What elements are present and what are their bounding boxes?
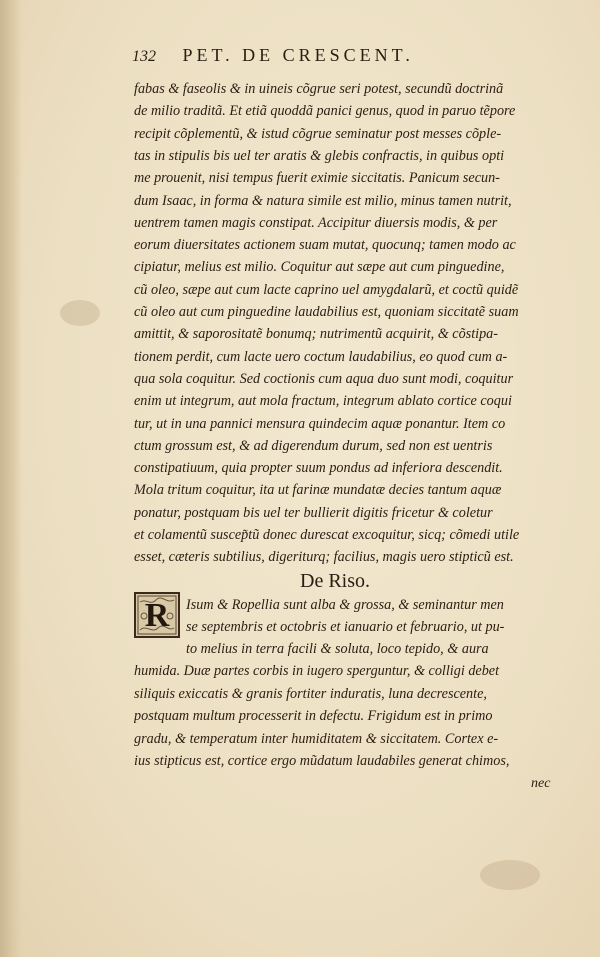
text-line: tas in stipulis bis uel ter aratis & glebis confractis, in quibus opti	[134, 147, 505, 164]
initial-letter: R	[144, 597, 170, 634]
binding-gutter	[0, 0, 22, 957]
text-line: ponatur, postquam bis uel ter bullierit digitis fricetur & coletur	[134, 504, 493, 521]
text-line: postquam multum processerit in defectu. Frigidum est in primo	[134, 708, 493, 724]
text-line: tionem perdit, cum lacte uero coctum laudabilius, eo quod cum a-	[134, 348, 508, 365]
paper-stain	[480, 860, 540, 890]
text-line: de milio traditã. Et etiã quoddã panici genus, quod in paruo tẽpore	[134, 103, 516, 120]
text-line: to melius in terra facili & soluta, loco tepido, & aura	[186, 641, 489, 657]
text-line: fabas & faseolis & in uineis cõgrue seri potest, secundũ doctrinã	[134, 81, 504, 97]
text-line: ctum grossum est, & ad digerendum durum, sed non est uentris	[134, 437, 493, 454]
text-line: se septembris et octobris et ianuario et februario, ut pu-	[186, 619, 505, 635]
text-line: esset, cæteris subtilius, digeriturq; facilius, magis uero stipticũ est.	[134, 549, 514, 566]
text-line: cũ oleo, sæpe aut cum lacte caprino uel amygdalarũ, et coctũ quidẽ	[134, 281, 519, 298]
text-line: recipit cõplementũ, & istud cõgrue seminatur post messes cõple-	[134, 125, 502, 142]
text-line: amittit, & saporositatẽ bonumq; nutrimentũ acquirit, & cõstipa-	[134, 326, 499, 343]
text-line: ius stipticus est, cortice ergo mũdatum laudabiles generat chimos,	[134, 753, 510, 769]
text-line: dum Isaac, in forma & natura simile est milio, minus tamen nutrit,	[134, 192, 512, 209]
text-line: eorum diuersitates actionem suam mutat, quocunq; tamen modo ac	[134, 237, 516, 254]
text-line: constipatiuum, quia propter suum pondus ad inferiora descendit.	[134, 460, 503, 477]
text-line: cipiatur, melius est milio. Coquitur aut sæpe aut cum pinguedine,	[134, 259, 505, 276]
catchword: nec	[531, 776, 551, 791]
text-line: humida. Duæ partes corbis in iugero sperguntur, & colligi debet	[134, 663, 500, 679]
decorated-initial	[134, 592, 180, 638]
text-line: Isum & Ropellia sunt alba & grossa, & seminantur men	[186, 597, 504, 613]
text-line: uentrem tamen magis constipat. Accipitur diuersis modis, & per	[134, 214, 498, 231]
page-number: 132	[132, 48, 156, 65]
text-line: qua sola coquitur. Sed coctionis cum aqua duo sunt modi, coquitur	[134, 370, 514, 387]
text-line: Mola tritum coquitur, ita ut farinæ mundatæ decies tantum aquæ	[134, 482, 502, 499]
text-line: enim ut integrum, aut mola fractum, integrum ablato cortice coqui	[134, 393, 512, 410]
text-line: tur, ut in una pannici mensura quindecim aquæ ponantur. Item co	[134, 415, 506, 432]
text-line: gradu, & temperatum inter humiditatem & siccitatem. Cortex e-	[134, 730, 499, 747]
paper-stain	[60, 300, 100, 326]
running-title: PET. DE CRESCENT.	[182, 45, 414, 65]
text-line: et colamentũ suscep̃tũ donec durescat excoquitur, sicq; cõmedi utile	[134, 527, 520, 543]
section-heading: De Riso.	[300, 570, 370, 592]
text-line: siliquis exiccatis & granis fortiter induratis, luna decrescente,	[134, 685, 487, 702]
text-line: cũ oleo aut cum pinguedine laudabilius est, quoniam siccitatẽ suam	[134, 304, 519, 320]
running-head	[132, 45, 552, 69]
text-line: me prouenit, nisi tempus fuerit eximie siccitatis. Panicum secun-	[134, 170, 500, 187]
